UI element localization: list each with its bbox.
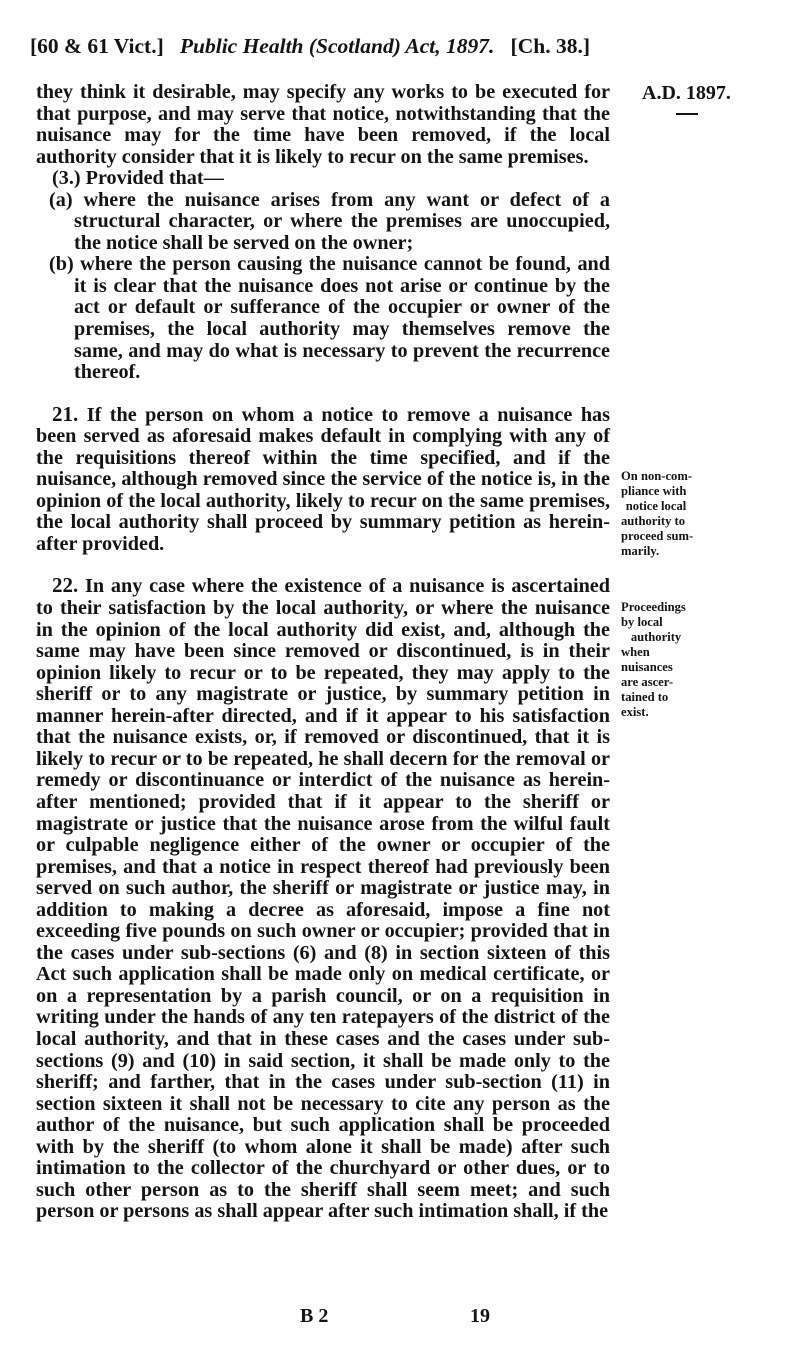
session-citation: [60 & 61 Vict.] [30, 34, 164, 58]
signature-mark: B 2 [300, 1305, 329, 1327]
section-22-text: In any case where the existence of a nuisance is ascertained to their satisfaction by the local authority, or where the nuisance in the opinion of the local authority did exist, and, although the same may have been since removed or discontinued, is in their opinion likely to recur or to be repeated, they may apply to the sheriff or to any magistrate or justice, by summary petition in manner herein-after directed, and if it appear to his satisfaction that the nuisance exists, or, if removed or discontinued, that it is likely to recur or to be repeated, he shall decern for the removal or remedy or discontinuance or interdict of the nuisance as herein-after mentioned; provided that if it appear to the sheriff or magistrate or justice that the nuisance arose from the wilful fault or culpable negligence either of the owner or occupier of the premises, and that a notice in respect thereof had previously been served on such author, the sheriff or magistrate or justice may, in addition to making a decree as aforesaid, impose a fine not exceeding five pounds on such owner or occupier; provided that in the cases under sub-sections (6) and (8) in section sixteen of this Act such application shall be made only on medical certificate, or on a representation by a parish council, or on a requisition in writing under the hands of any ten ratepayers of the district of the local authority, and that in these cases and the cases under sub-sections (9) and (10) in said section, it shall be made only to the sheriff; and farther, that in the cases under sub-section (11) in section sixteen it shall not be necessary to cite any person as the author of the nuisance, but such application shall be proceeded with by the sheriff (to whom alone it shall be made) after such intimation to the collector of the churchyard or other dues, or to such other person as to the sheriff shall seem meet; and such person or persons as shall appear after such intimation shall, if the [36, 575, 610, 1223]
margin-year: A.D. 1897. [642, 82, 731, 104]
margin-note-line: marily. [621, 544, 660, 558]
margin-note-line: Proceedings [621, 600, 686, 614]
proviso-b: (b) where the person causing the nuisance cannot be found, and it is clear that the nuisance does not arise or continue by the act or default or sufferance of the occupier or owner of the premises, the local authority may themselves remove the same, and may do what is necessary to prevent the recurrence thereof. [49, 253, 610, 384]
section-21-text: If the person on whom a notice to remove a nuisance has been served as aforesaid makes default in complying with any of the requisitions thereof within the time specified, and if the nuisance, although removed since the service of the notice is, in the opinion of the local authority, likely to recur on the same premises, the local authority shall proceed by summary petition as herein-after provided. [36, 403, 611, 555]
margin-note-line: tained to [621, 690, 669, 704]
chapter-number: [Ch. 38.] [510, 34, 590, 58]
section-22 [36, 575, 610, 1222]
section-21 [36, 401, 611, 556]
margin-dash-rule [676, 113, 698, 115]
section-22-number: 22. [52, 573, 79, 598]
running-head [30, 34, 590, 59]
section-21-number: 21. [52, 401, 79, 426]
margin-note-section-22 [621, 600, 781, 720]
proviso-intro: (3.) Provided that— [52, 167, 224, 190]
margin-note-line: authority [630, 630, 682, 644]
proviso-a: (a) where the nuisance arises from any want or defect of a structural character, or where the premises are unoccupied, the notice shall be served on the owner; [49, 188, 610, 254]
margin-note-line: notice local [625, 499, 687, 513]
act-title: Public Health (Scotland) Act, 1897. [179, 34, 495, 58]
margin-note-line: proceed sum- [621, 529, 694, 543]
margin-note-line: exist. [621, 705, 649, 719]
margin-note-line: are ascer- [621, 675, 674, 689]
margin-note-line: nuisances [621, 660, 673, 674]
margin-note-line: On non-com- [621, 469, 693, 483]
body-text [36, 82, 610, 1223]
margin-note-line: by local [621, 615, 663, 629]
continuation-paragraph: they think it desirable, may specify any works to be executed for that purpose, and may serve that notice, notwithstanding that the nuisance may for the time have been removed, if the local authority consider that it is likely to recur on the same premises. [36, 81, 610, 168]
page-number: 19 [470, 1305, 490, 1327]
margin-note-section-21 [621, 469, 781, 559]
margin-note-line: pliance with [621, 484, 687, 498]
margin-note-line: authority to [621, 514, 686, 528]
margin-note-line: when [621, 645, 650, 659]
